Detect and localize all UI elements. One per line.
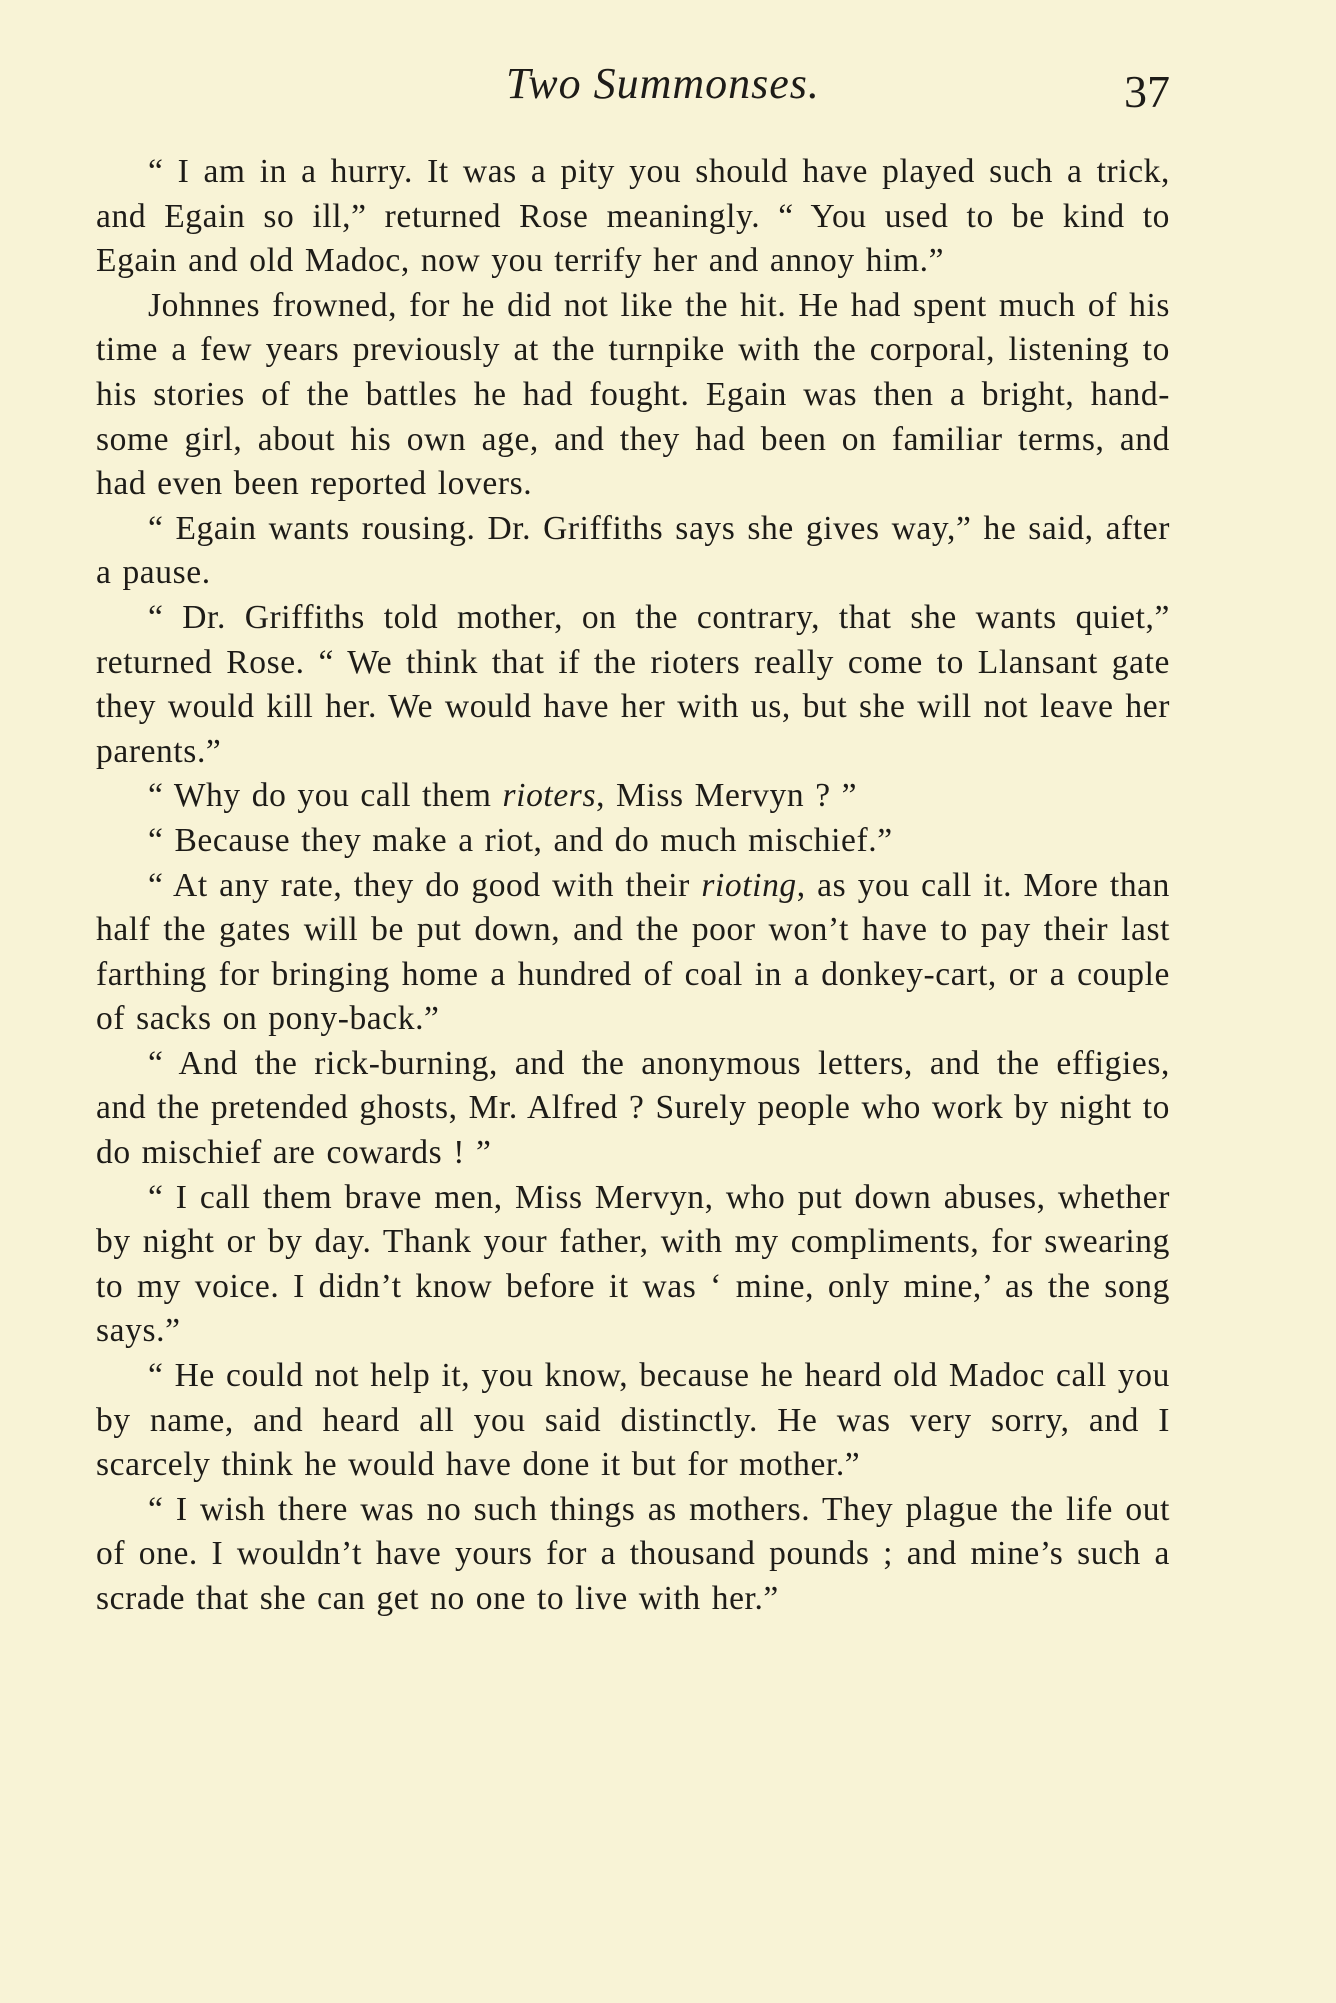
paragraph-text: “ I call them brave men, Miss Mervyn, who put down abuses, whether by night or by day. Thank your father, with my compliments, for swearing to my voice. I didn’t know before it was ‘ mine, only mine,’ as the song says.” [96, 1178, 1170, 1350]
paragraph-text: , as you call it. More than half the gates will be put down, and the poor won’t have to pay their last farthing for bringing home a hundred of coal in a donkey-cart, or a couple of sacks on pony-back.” [96, 866, 1170, 1038]
paragraph [96, 864, 1170, 1042]
paragraph [96, 774, 1170, 819]
page-number: 37 [1124, 66, 1170, 117]
paragraph-text: “ I wish there was no such things as mothers. They plague the life out of one. I wouldn’t have yours for a thousand pounds ; and mine’s such a scrade that she can get no one to live with her.” [96, 1490, 1170, 1617]
paragraph [96, 150, 1170, 284]
book-page [96, 52, 1170, 1972]
running-head [96, 52, 1170, 128]
paragraph [96, 596, 1170, 774]
paragraph [96, 507, 1170, 596]
paragraph [96, 1042, 1170, 1176]
paragraph-text: “ I am in a hurry. It was a pity you should have played such a trick, and Egain so ill,” returned Rose meaningly. “ You used to be kind to Egain and old Madoc, now you terrify her and annoy him.” [96, 153, 1170, 280]
paragraph-text: “ He could not help it, you know, because he heard old Madoc call you by name, and heard all you said distinctly. He was very sorry, and I scarcely think he would have done it but for mother.” [96, 1357, 1170, 1484]
paragraph [96, 1176, 1170, 1354]
paragraph-text: “ Because they make a riot, and do much mischief.” [148, 821, 893, 859]
paragraph [96, 284, 1170, 507]
paragraph-text: Johnnes frowned, for he did not like the hit. He had spent much of his time a few years previously at the turnpike with the corporal, listening to his stories of the battles he had fought. Egain was then a bright, hand-some girl, about his own age, and they had been on familiar terms, and had even been reported lovers. [96, 286, 1170, 503]
paragraph-text: “ At any rate, they do good with their [148, 866, 702, 904]
paragraph-text: “ Egain wants rousing. Dr. Griffiths says she gives way,” he said, after a pause. [96, 509, 1170, 592]
paragraph-text: “ Dr. Griffiths told mother, on the contrary, that she wants quiet,” returned Rose. “ We think that if the rioters really come to Llansant gate they would kill her. We would have her with us, but she will not leave her parents.” [96, 598, 1170, 770]
paragraph-text: , Miss Mervyn ? ” [596, 777, 858, 815]
italic-text: rioters [502, 777, 597, 815]
italic-text: rioting [701, 866, 797, 904]
paragraph [96, 1488, 1170, 1622]
paragraph-text: “ Why do you call them [148, 777, 503, 815]
paragraph-text: “ And the rick-burning, and the anonymous letters, and the effigies, and the pretended ghosts, Mr. Alfred ? Surely people who work by night to do mischief are cowards ! ” [96, 1044, 1170, 1172]
paragraph [96, 1354, 1170, 1488]
paragraph [96, 819, 1170, 864]
running-title: Two Summonses. [506, 59, 820, 108]
body-text [96, 150, 1170, 1622]
